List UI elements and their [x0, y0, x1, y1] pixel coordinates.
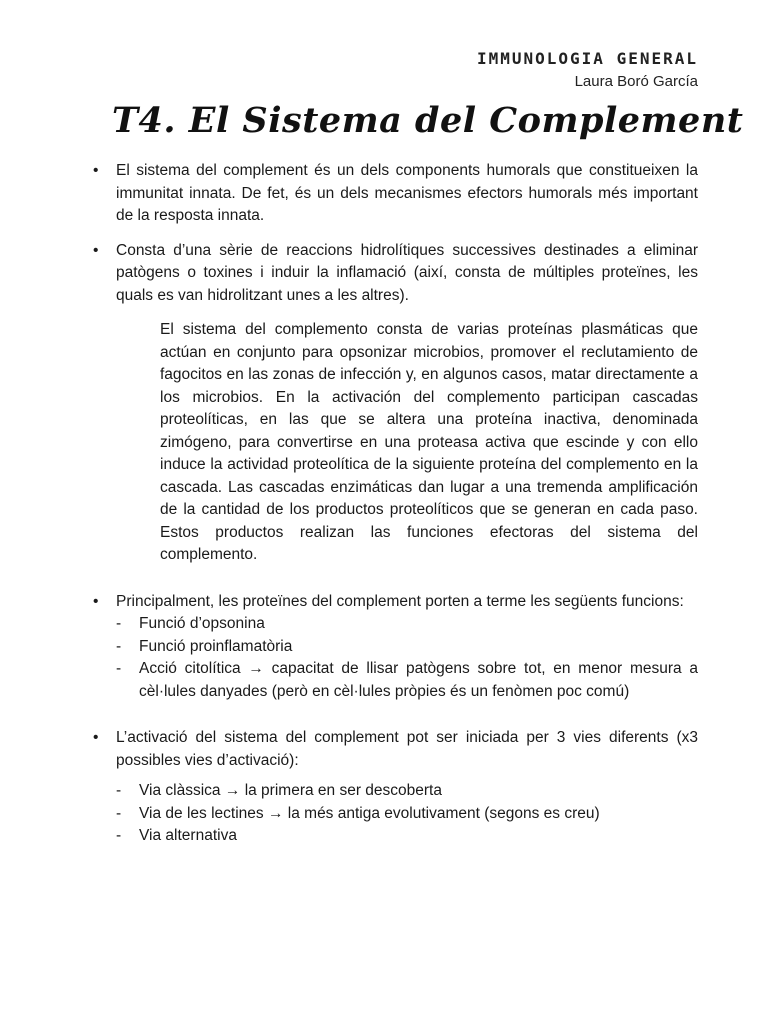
list-item-detail: capacitat de llisar patògens sobre tot, en menor mesura a cèl·lules danyades (però en cèl·lules pròpies és un fenòmen poc comú) [139, 660, 699, 700]
page-title: T4. El Sistema del Complement [112, 100, 744, 141]
bullet-item [88, 727, 698, 772]
course-name: IMMUNOLOGIA GENERAL [476, 49, 698, 68]
dash-icon: - [116, 804, 122, 822]
author-name: Laura Boró García [574, 73, 698, 90]
list-item-text: Via de les lectines [139, 804, 264, 822]
dash-icon: - [116, 637, 122, 655]
list-item-text: Acció citolítica [139, 660, 241, 677]
list-item-detail: la primera en ser descoberta [244, 782, 442, 799]
list-item-text: Via alternativa [139, 827, 237, 844]
bullet-text: Principalment, les proteïnes del complement porten a terme les següents funcions: [116, 592, 684, 610]
list-item [88, 636, 698, 659]
document-body [88, 160, 698, 848]
list-item-detail: la més antiga evolutivament (segons es creu) [287, 804, 600, 822]
dash-icon: - [116, 782, 122, 799]
list-item [88, 803, 698, 826]
list-item [88, 613, 698, 636]
dash-icon: - [116, 660, 122, 677]
bullet-text: L’activació del sistema del complement pot ser iniciada per 3 vies diferents (x3 possibles vies d’activació): [116, 729, 698, 769]
bullet-icon: • [93, 592, 99, 610]
quoted-paragraph: El sistema del complemento consta de varias proteínas plasmáticas que actúan en conjunto para opsonizar microbios, promover el reclutamiento de fagocitos en las zonas de infección y, en algunos casos, matar directamente a los microbios. En la activación del complemento participan cascadas proteolíticas, en las que se altera una proteína inactiva, denominada zimógeno, para convertirse en una proteasa activa que escinde y con ello induce la actividad proteolítica de la siguiente proteína del complemento en la cascada. Las cascadas enzimáticas dan lugar a una tremenda amplificación de la cantidad de los productos proteolíticos que se generan en cada paso. Estos productos realizan las funciones efectoras del sistema del complemento. [160, 321, 698, 563]
arrow-icon: → [267, 804, 284, 822]
list-item [88, 658, 698, 703]
dash-icon: - [116, 615, 122, 632]
bullet-icon: • [93, 241, 99, 259]
bullet-item [88, 240, 698, 308]
bullet-item [88, 591, 698, 614]
bullet-icon: • [93, 162, 99, 179]
bullet-text: Consta d’una sèrie de reaccions hidrolítiques successives destinades a eliminar patògens o toxines i induir la inflamació (així, consta de múltiples proteïnes, les quals es van hidrolitzant unes a les altres). [116, 241, 698, 304]
bullet-text: El sistema del complement és un dels components humorals que constitueixen la immunitat innata. De fet, és un dels mecanismes efectors humorals més important de la resposta innata. [116, 162, 698, 224]
dash-icon: - [116, 827, 122, 844]
bullet-item [88, 160, 698, 228]
bullet-icon: • [93, 729, 99, 746]
arrow-icon: → [248, 660, 264, 677]
arrow-icon: → [224, 782, 241, 799]
list-item [88, 825, 698, 848]
list-item-text: Via clàssica [139, 782, 221, 799]
list-item-text: Funció d’opsonina [139, 615, 265, 632]
list-item-text: Funció proinflamatòria [139, 637, 293, 655]
list-item [88, 780, 698, 803]
